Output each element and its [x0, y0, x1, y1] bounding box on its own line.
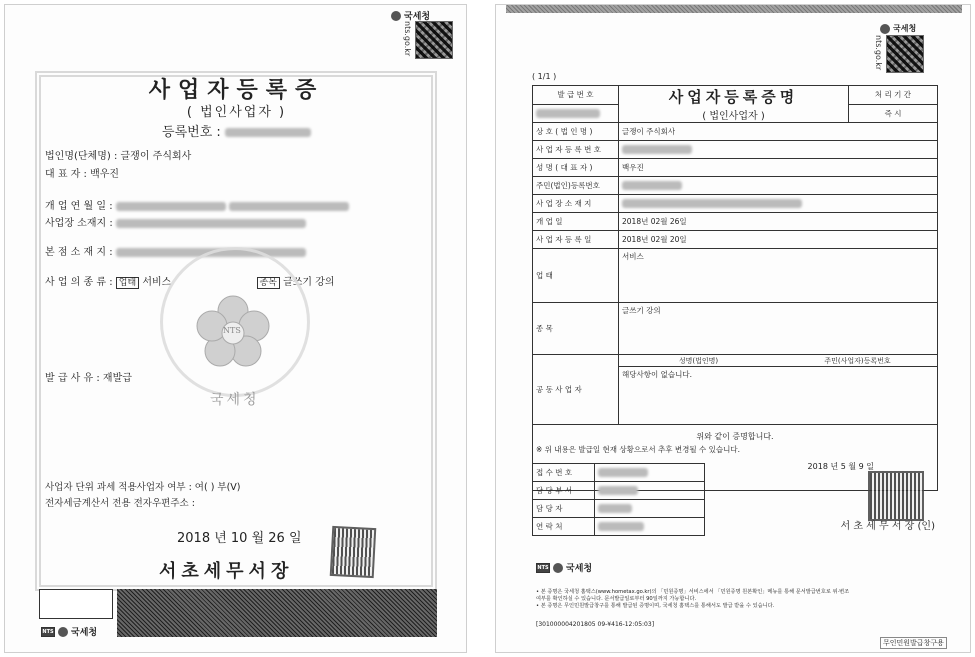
qr-code: [886, 35, 924, 73]
field-corp-name: 법인명(단체명) : 글쟁이 주식회사: [45, 151, 192, 162]
seal-name-text: 국세청: [210, 392, 260, 408]
flower-icon: [391, 11, 401, 21]
biz-item-value: 글쓰기 강의: [619, 303, 938, 355]
business-registration-certificate: [4, 4, 467, 653]
e-tax-email-line: 전자세금계산서 전용 전자우편주소 :: [45, 498, 195, 509]
row-value: [619, 195, 938, 213]
qr-side-text: nts.go.kr: [403, 21, 412, 57]
kiosk-label: 무인민원발급창구용: [880, 637, 947, 649]
document-code: [301000004201805 09-¥416-12:05:03]: [536, 621, 655, 628]
row-label: 상 호 ( 법 인 명 ): [533, 123, 619, 141]
field-business-kind: 사 업 의 종 류 : 업태 서비스 종목 글쓰기 강의: [45, 277, 335, 288]
qr-code: [415, 21, 453, 59]
tax-office-name: 서초세무서장: [159, 561, 294, 582]
notice-text: ※ 위 내용은 발급일 현재 상황으로서 추후 변경될 수 있습니다.: [536, 445, 741, 454]
issue-number-value: [533, 104, 619, 123]
nts-footer-logo: NTS 국세청: [537, 564, 593, 574]
document-subtitle: ( 법인사업자 ): [702, 111, 765, 122]
qr-side-text: nts.go.kr: [874, 35, 883, 71]
nts-logo: 국세청: [391, 9, 430, 22]
issue-date: 2018 년 5 월 9 일: [807, 462, 874, 471]
field-open-date: 개 업 연 월 일 :: [45, 197, 349, 212]
certify-text: 위와 같이 증명합니다.: [696, 432, 774, 441]
field-issue-reason: 발 급 사 유 : 재발급: [45, 373, 132, 384]
row-value: 글쟁이 주식회사: [619, 123, 938, 141]
biz-type-label: 업 태: [533, 249, 619, 303]
flower-icon: [553, 563, 563, 573]
flower-icon: [880, 24, 890, 34]
business-registration-proof: [495, 4, 971, 653]
title-cell: [619, 86, 849, 123]
document-title: 사업자등록증명: [668, 88, 799, 106]
footer-line: • 본 증명은 국세청 홈택스(www.hometax.go.kr)의 「민원증명」서비스에서 「민원증명 원본확인」메뉴를 통해 문서발급번호로 위·변조: [536, 589, 850, 595]
biz-type-value: 서비스: [619, 249, 938, 303]
field-representative: 대 표 자 : 백우진: [45, 169, 120, 180]
footer-line: • 본 증명은 무인민원발급창구를 통해 발급된 증명이며, 국세청 홈택스를 통해서도 발급 받을 수 있습니다.: [536, 603, 775, 609]
top-security-strip: [506, 5, 962, 13]
row-value: 백우진: [619, 159, 938, 177]
row-value: [619, 177, 938, 195]
row-label: 성 명 ( 대 표 자 ): [533, 159, 619, 177]
field-business-address: 사업장 소재지 :: [45, 214, 306, 229]
biz-item-label: 종 목: [533, 303, 619, 355]
footer-line: 여부를 확인하실 수 있습니다. 문서발급일로부터 90일까지 가능합니다.: [536, 596, 697, 602]
certificate-table: [532, 85, 938, 491]
security-pattern: [117, 589, 437, 637]
nts-footer-logo: NTS 국세청: [42, 628, 98, 638]
joint-owner-cell: [619, 355, 938, 425]
redacted-value: [225, 128, 311, 137]
issue-number-label: 발 급 번 호: [533, 86, 619, 105]
seal-nts-text: NTS: [223, 326, 241, 335]
row-label: 주민(법인)등록번호: [533, 177, 619, 195]
processing-period-value: 즉 시: [849, 104, 938, 123]
receipt-label: 접 수 번 호: [533, 464, 595, 482]
official-seal-stamp: [330, 526, 377, 578]
office-seal-mark: (인): [917, 520, 935, 532]
page-number: ( 1/1 ): [532, 72, 557, 81]
row-value: [619, 141, 938, 159]
registration-number: 등록번호 :: [5, 121, 467, 140]
row-label: 사 업 자 등 록 일: [533, 231, 619, 249]
receipt-label: 담 당 자: [533, 500, 595, 518]
footer-notes: [536, 589, 966, 610]
official-seal-stamp: [868, 471, 924, 521]
field-head-office: 본 점 소 재 지 :: [45, 243, 306, 258]
receipt-label: 담 당 부 서: [533, 482, 595, 500]
row-label: 사 업 장 소 재 지: [533, 195, 619, 213]
document-subtitle: ( 법인사업자 ): [186, 105, 287, 120]
row-value: 2018년 02월 26일: [619, 213, 938, 231]
flower-icon: [58, 627, 68, 637]
row-label: 개 업 일: [533, 213, 619, 231]
processing-period-label: 처 리 기 간: [849, 86, 938, 105]
blank-box: [39, 589, 113, 619]
issue-date: 2018 년 10 월 26 일: [177, 531, 302, 546]
tax-office-name: 서 초 세 무 서 장: [840, 520, 915, 532]
unit-tax-line: 사업자 단위 과세 적용사업자 여부 : 여( ) 부(V): [45, 482, 241, 493]
receipt-label: 연 락 처: [533, 518, 595, 536]
row-label: 사 업 자 등 록 번 호: [533, 141, 619, 159]
joint-owner-label: 공 동 사 업 자: [533, 355, 619, 425]
joint-reg-header: 주민(사업자)등록번호: [824, 357, 891, 365]
joint-name-header: 성명(법인명): [678, 357, 719, 365]
joint-none-text: 해당사항이 없습니다.: [622, 370, 692, 379]
row-value: 2018년 02월 20일: [619, 231, 938, 249]
nts-logo: 국세청: [880, 23, 916, 34]
document-title: 사업자등록증: [148, 78, 325, 103]
